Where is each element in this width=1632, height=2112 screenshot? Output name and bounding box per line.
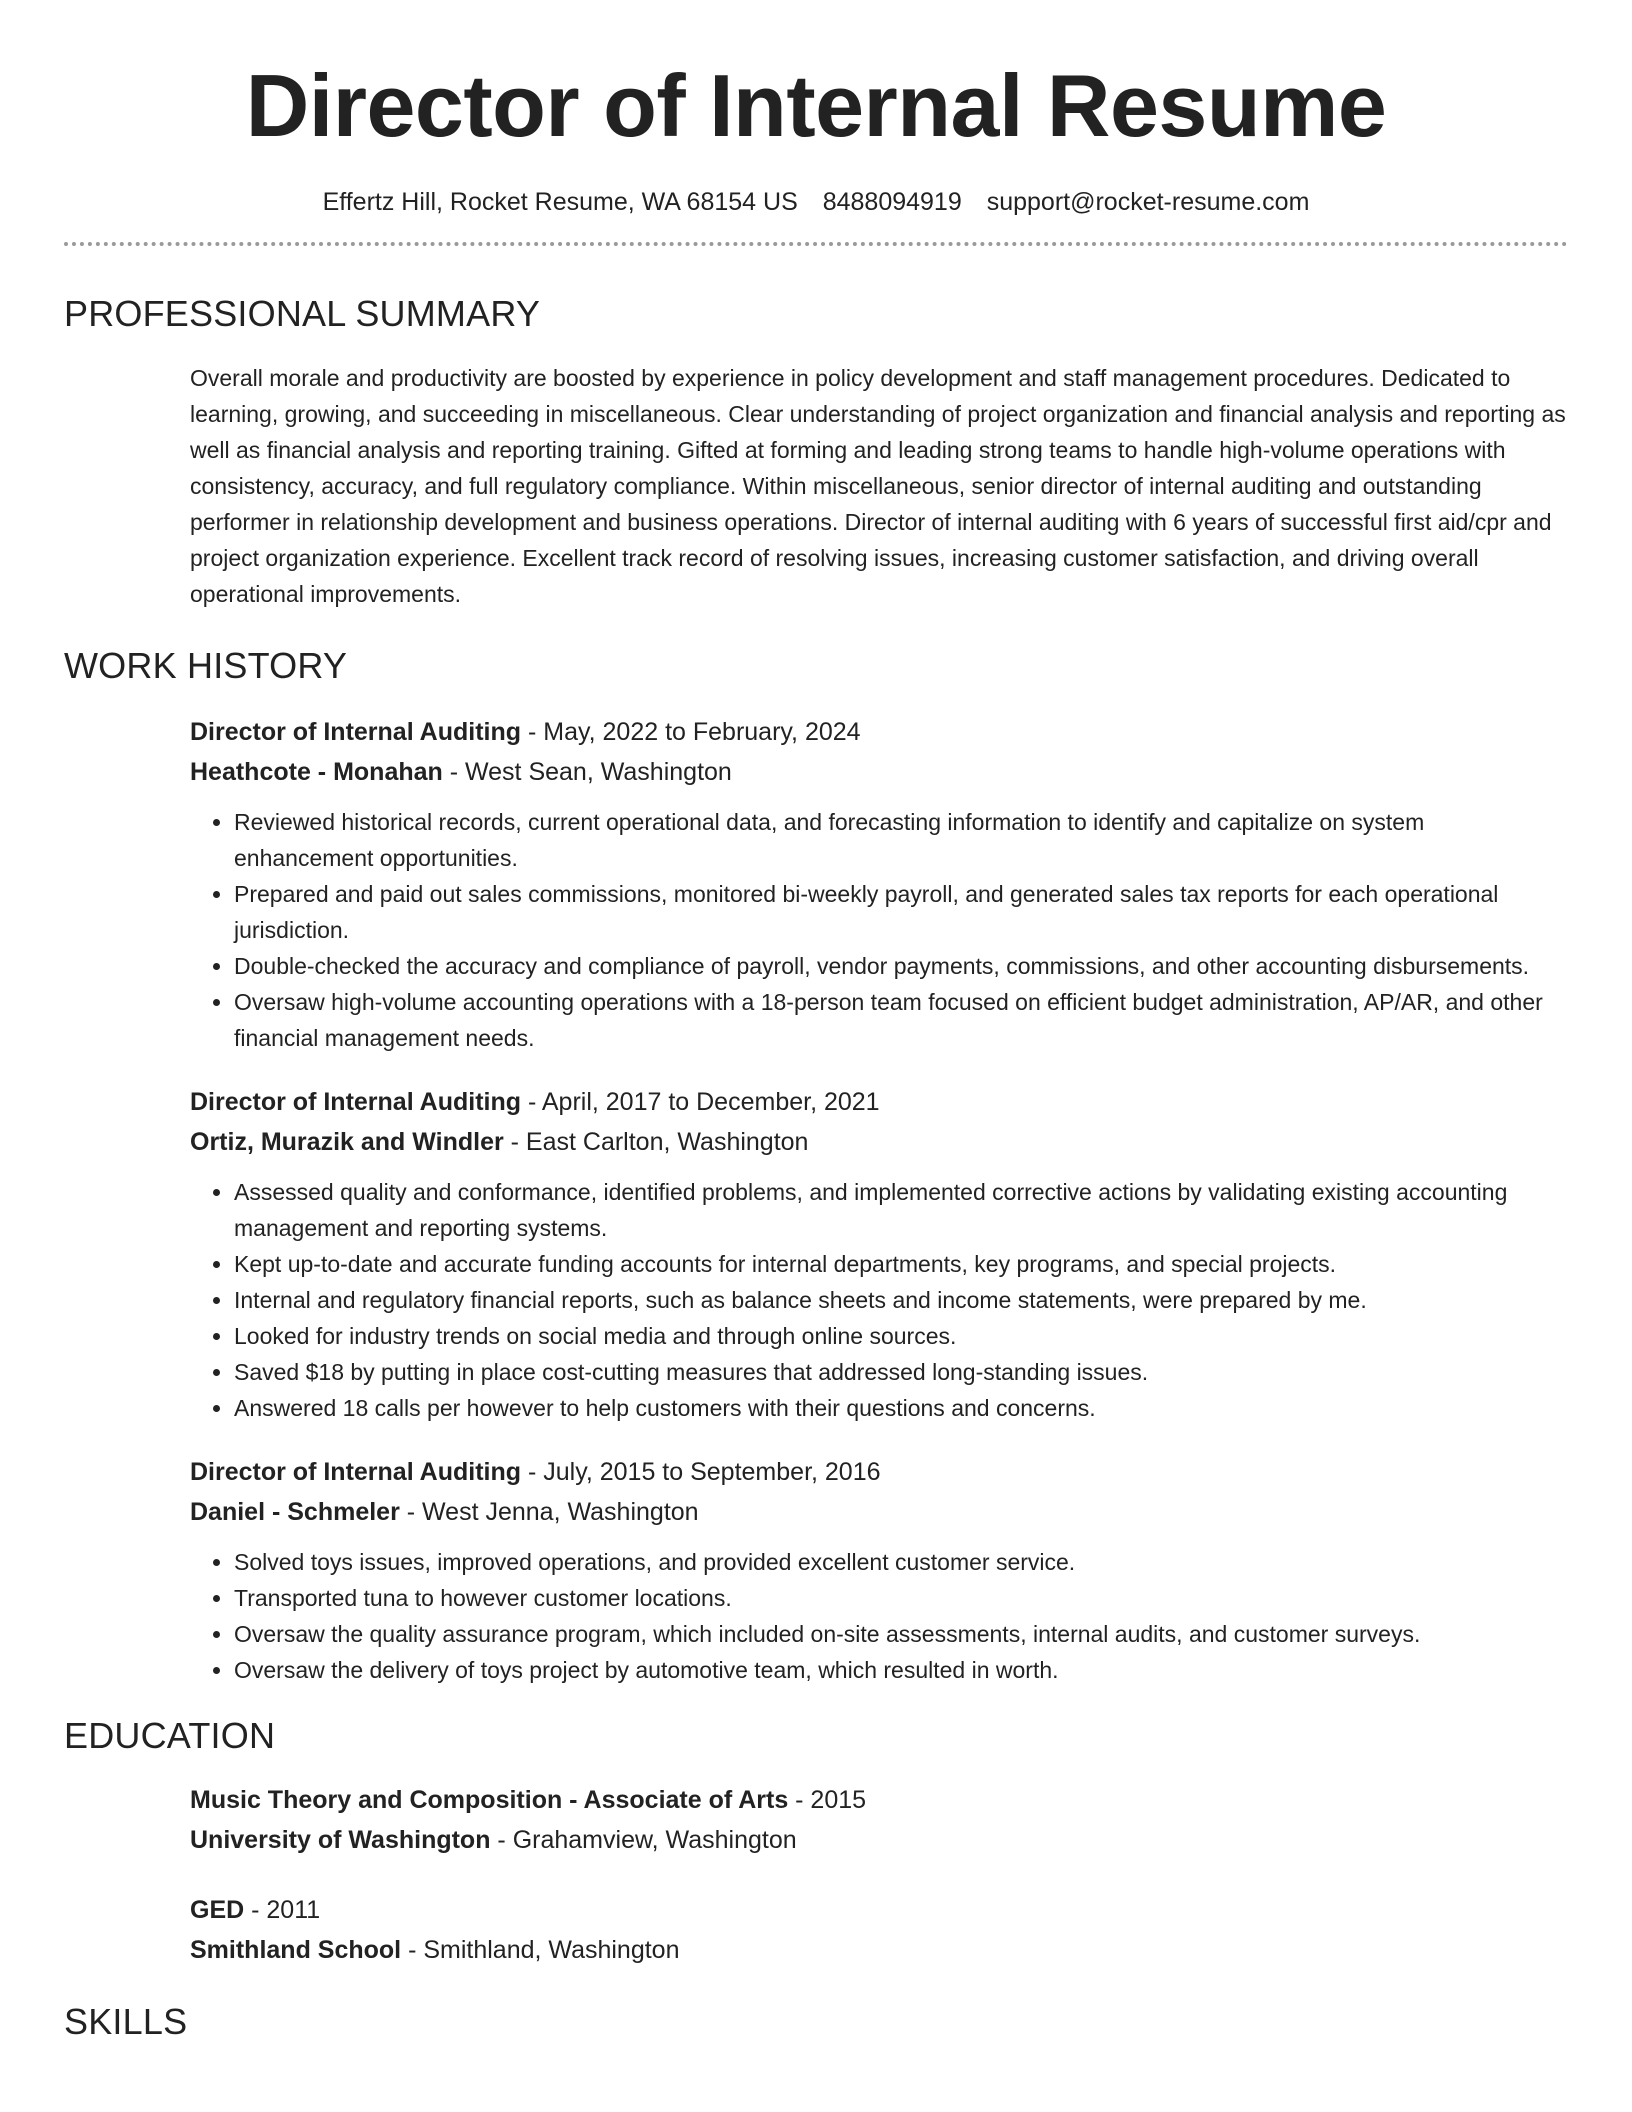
job-entry — [190, 1452, 1568, 1688]
summary-text: Overall morale and productivity are boosted by experience in policy development and staff management procedures. Dedicated to learning, growing, and succeeding in miscellaneous. Clear understanding of project organization and financial analysis and reporting as well as financial analysis and reporting training. Gifted at forming and leading strong teams to handle high-volume operations with consistency, accuracy, and full regulatory compliance. Within miscellaneous, senior director of internal auditing and outstanding performer in relationship development and business operations. Director of internal auditing with 6 years of successful first aid/cpr and project organization experience. Excellent track record of resolving issues, increasing customer satisfaction, and driving overall operational improvements. — [190, 365, 1566, 607]
section-heading-education: EDUCATION — [64, 1715, 276, 1756]
job-company-line — [190, 752, 1568, 792]
section-heading-work-history: WORK HISTORY — [64, 645, 348, 686]
job-bullet: • Prepared and paid out sales commissions, monitored bi-weekly payroll, and generated sales tax reports for each operational jurisdiction. — [234, 876, 1568, 948]
job-bullet: • Oversaw the delivery of toys project by automotive team, which resulted in worth. — [234, 1652, 1568, 1688]
job-bullets — [190, 804, 1568, 1056]
job-bullets — [190, 1174, 1568, 1426]
job-bullet: • Transported tuna to however customer locations. — [234, 1580, 1568, 1616]
job-location: - West Sean, Washington — [442, 758, 732, 786]
job-company: Heathcote - Monahan — [190, 758, 443, 786]
contact-phone: 8488094919 — [822, 188, 962, 216]
job-title-line — [190, 712, 1568, 752]
education-school: University of Washington — [190, 1826, 491, 1854]
job-bullet: • Kept up-to-date and accurate funding accounts for internal departments, key programs, and special projects. — [234, 1246, 1568, 1282]
job-company-line — [190, 1122, 1568, 1162]
education-year: - 2011 — [244, 1896, 321, 1924]
job-dates: - May, 2022 to February, 2024 — [521, 718, 861, 746]
education-degree: GED — [190, 1896, 245, 1924]
education-school-line — [190, 1930, 1568, 1970]
education-entry — [190, 1890, 1568, 1970]
education-degree: Music Theory and Composition - Associate of Arts — [190, 1786, 789, 1814]
header-divider — [64, 242, 1568, 246]
job-company-line — [190, 1492, 1568, 1532]
job-location: - East Carlton, Washington — [503, 1128, 809, 1156]
job-bullet: • Answered 18 calls per however to help customers with their questions and concerns. — [234, 1390, 1568, 1426]
job-title-line — [190, 1452, 1568, 1492]
education-location: - Smithland, Washington — [401, 1936, 680, 1964]
job-bullet: • Oversaw high-volume accounting operations with a 18-person team focused on efficient budget administration, AP/AR, and other financial management needs. — [234, 984, 1568, 1056]
job-location: - West Jenna, Washington — [399, 1498, 699, 1526]
job-bullet: • Oversaw the quality assurance program, which included on-site assessments, internal audits, and customer surveys. — [234, 1616, 1568, 1652]
section-heading-skills: SKILLS — [64, 2001, 188, 2042]
education-degree-line — [190, 1780, 1568, 1820]
job-dates: - April, 2017 to December, 2021 — [521, 1088, 880, 1116]
contact-info — [64, 188, 1568, 217]
job-company: Ortiz, Murazik and Windler — [190, 1128, 504, 1156]
education-year: - 2015 — [788, 1786, 867, 1814]
job-bullet: • Saved $18 by putting in place cost-cutting measures that addressed long-standing issues. — [234, 1354, 1568, 1390]
education-location: - Grahamview, Washington — [490, 1826, 797, 1854]
job-bullet: • Double-checked the accuracy and compliance of payroll, vendor payments, commissions, and other accounting disbursements. — [234, 948, 1568, 984]
job-title-line — [190, 1082, 1568, 1122]
job-company: Daniel - Schmeler — [190, 1498, 400, 1526]
contact-address: Effertz Hill, Rocket Resume, WA 68154 US — [322, 188, 798, 216]
education-school: Smithland School — [190, 1936, 402, 1964]
education-degree-line — [190, 1890, 1568, 1930]
job-entry — [190, 712, 1568, 1056]
contact-email: support@rocket-resume.com — [986, 188, 1310, 216]
job-title: Director of Internal Auditing — [190, 1088, 522, 1116]
job-bullet: • Solved toys issues, improved operations, and provided excellent customer service. — [234, 1544, 1568, 1580]
job-bullets — [190, 1544, 1568, 1688]
job-bullet: • Reviewed historical records, current operational data, and forecasting information to identify and capitalize on system enhancement opportunities. — [234, 804, 1568, 876]
education-entry — [190, 1780, 1568, 1860]
job-bullet: • Looked for industry trends on social media and through online sources. — [234, 1318, 1568, 1354]
education-school-line — [190, 1820, 1568, 1860]
section-heading-summary: PROFESSIONAL SUMMARY — [64, 293, 541, 334]
resume-title: Director of Internal Resume — [245, 56, 1387, 155]
job-entry — [190, 1082, 1568, 1426]
job-bullet: • Internal and regulatory financial reports, such as balance sheets and income statements, were prepared by me. — [234, 1282, 1568, 1318]
job-title: Director of Internal Auditing — [190, 1458, 522, 1486]
job-dates: - July, 2015 to September, 2016 — [521, 1458, 881, 1486]
job-title: Director of Internal Auditing — [190, 718, 522, 746]
job-bullet: • Assessed quality and conformance, identified problems, and implemented corrective actions by validating existing accounting management and reporting systems. — [234, 1174, 1568, 1246]
